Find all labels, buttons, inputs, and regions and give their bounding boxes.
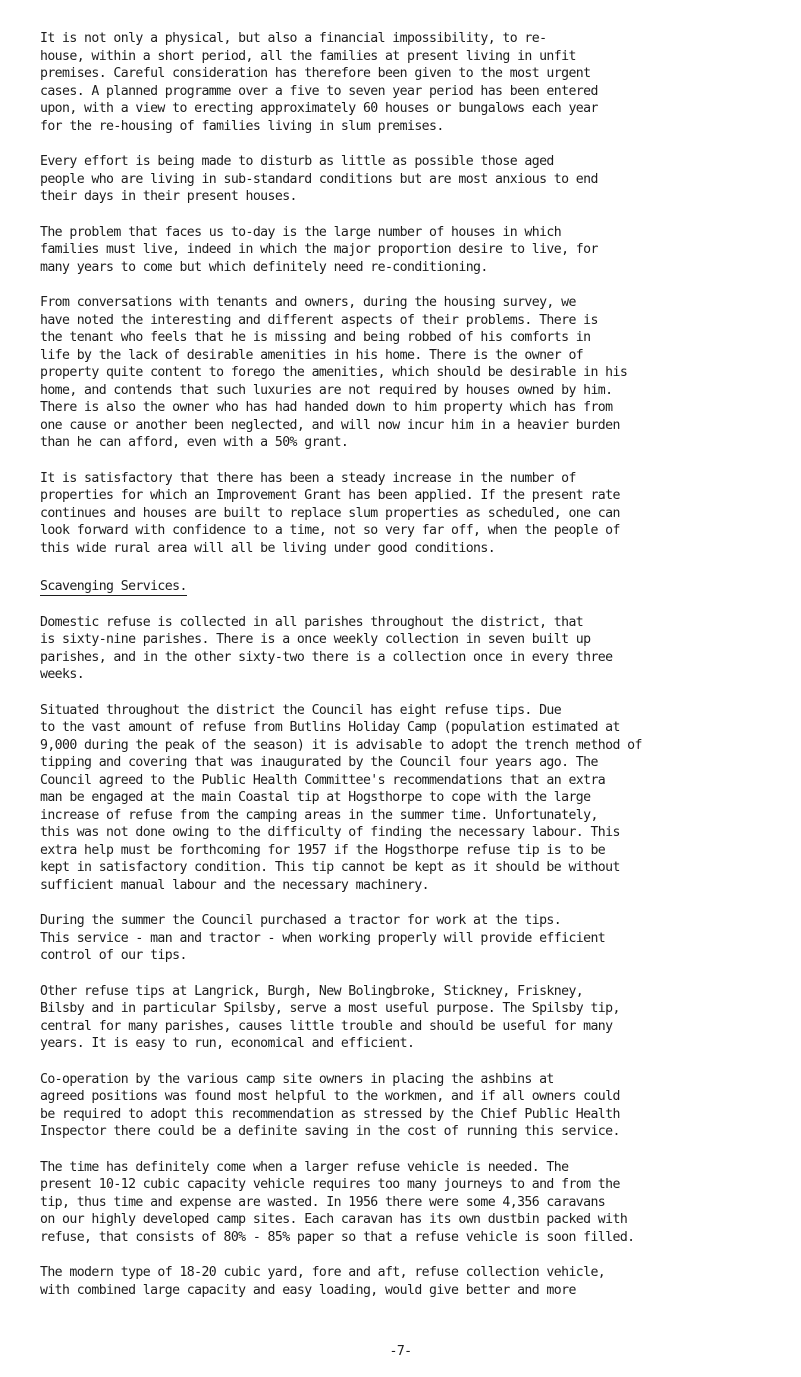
text-line: present 10-12 cubic capacity vehicle requires too many journeys to and from the [40, 1177, 620, 1192]
paragraph-rehousing [40, 30, 792, 135]
text-line: the tenant who feels that he is missing and being robbed of his comforts in [40, 330, 591, 345]
text-line: man be engaged at the main Coastal tip at Hogsthorpe to cope with the large [40, 790, 591, 805]
text-line: life by the lack of desirable amenities in his home. There is the owner of [40, 347, 584, 363]
paragraph-domestic-refuse [40, 614, 792, 684]
text-line: have noted the interesting and different aspects of their problems. There is [40, 312, 598, 328]
text-line: The time has definitely come when a larger refuse vehicle is needed. The [40, 1159, 569, 1175]
paragraph-larger-vehicle [40, 1159, 792, 1247]
text-line: look forward with confidence to a time, not so very far off, when the people of [40, 523, 620, 538]
paragraph-improvement-grants [40, 470, 792, 558]
text-line: sufficient manual labour and the necessary machinery. [40, 877, 429, 893]
text-line: central for many parishes, causes little trouble and should be useful for many [40, 1018, 613, 1034]
text-line: properties for which an Improvement Grant has been applied. If the present rate [40, 488, 620, 503]
paragraph-tenants-owners [40, 294, 792, 452]
text-line: premises. Careful consideration has therefore been given to the most urgent [40, 66, 591, 81]
text-line: on our highly developed camp sites. Each caravan has its own dustbin packed with [40, 1212, 628, 1227]
document-page [40, 30, 792, 1299]
text-line: families must live, indeed in which the major proportion desire to live, for [40, 242, 598, 257]
section-heading-scavenging [40, 578, 187, 596]
paragraph-refuse-tips [40, 702, 792, 895]
text-line: tipping and covering that was inaugurated by the Council four years ago. The [40, 755, 598, 770]
text-line: home, and contends that such luxuries are not required by houses owned by him. [40, 382, 613, 398]
text-line: extra help must be forthcoming for 1957 if the Hogsthorpe refuse tip is to be [40, 842, 606, 858]
text-line: cases. A planned programme over a five to seven year period has been entered [40, 83, 598, 99]
paragraph-modern-vehicle [40, 1264, 792, 1299]
text-line: Inspector there could be a definite saving in the cost of running this service. [40, 1124, 620, 1139]
text-line: Co-operation by the various camp site owners in placing the ashbins at [40, 1071, 554, 1087]
text-line: with combined large capacity and easy loading, would give better and more [40, 1282, 576, 1298]
text-line: continues and houses are built to replace slum properties as scheduled, one can [40, 505, 620, 521]
text-line: control of our tips. [40, 948, 187, 963]
paragraph-aged-people [40, 153, 792, 206]
text-line: 9,000 during the peak of the season) it is advisable to adopt the trench method of [40, 737, 642, 753]
text-line: this wide rural area will all be living under good conditions. [40, 540, 496, 556]
text-line: Every effort is being made to disturb as little as possible those aged [40, 154, 554, 169]
text-line: tip, thus time and expense are wasted. In 1956 there were some 4,356 caravans [40, 1194, 606, 1210]
text-line: many years to come but which definitely need re-conditioning. [40, 259, 488, 275]
text-line: It is not only a physical, but also a financial impossibility, to re- [40, 31, 547, 46]
text-line: During the summer the Council purchased a tractor for work at the tips. [40, 913, 562, 928]
text-line: It is satisfactory that there has been a steady increase in the number of [40, 470, 576, 486]
text-line: The problem that faces us to-day is the large number of houses in which [40, 224, 562, 240]
text-line: one cause or another been neglected, and will now incur him in a heavier burden [40, 417, 620, 433]
text-line: weeks. [40, 667, 85, 682]
text-line: There is also the owner who has had handed down to him property which has from [40, 400, 613, 415]
text-line: be required to adopt this recommendation as stressed by the Chief Public Health [40, 1106, 620, 1122]
text-line: than he can afford, even with a 50% grant. [40, 435, 349, 450]
text-line: house, within a short period, all the families at present living in unfit [40, 48, 576, 64]
text-line: Other refuse tips at Langrick, Burgh, New Bolingbroke, Stickney, Friskney, [40, 983, 584, 999]
text-line: agreed positions was found most helpful to the workmen, and if all owners could [40, 1089, 620, 1104]
text-line: is sixty-nine parishes. There is a once weekly collection in seven built up [40, 632, 591, 647]
text-line: for the re-housing of families living in slum premises. [40, 118, 444, 134]
paragraph-tractor [40, 912, 792, 965]
text-line: From conversations with tenants and owners, during the housing survey, we [40, 295, 576, 310]
section-heading: Scavenging Services. [40, 579, 187, 594]
text-line: Council agreed to the Public Health Committee's recommendations that an extra [40, 772, 606, 788]
text-line: to the vast amount of refuse from Butlins Holiday Camp (population estimated at [40, 720, 620, 735]
text-line: property quite content to forego the amenities, which should be desirable in his [40, 365, 628, 380]
paragraph-other-tips [40, 983, 792, 1053]
text-line: Bilsby and in particular Spilsby, serve a most useful purpose. The Spilsby tip, [40, 1001, 620, 1016]
text-line: increase of refuse from the camping areas in the summer time. Unfortunately, [40, 807, 598, 823]
text-line: refuse, that consists of 80% - 85% paper so that a refuse vehicle is soon filled. [40, 1229, 635, 1245]
page-number: -7- [389, 1344, 412, 1359]
text-line: Situated throughout the district the Council has eight refuse tips. Due [40, 702, 562, 718]
paragraph-reconditioning [40, 224, 792, 277]
text-line: upon, with a view to erecting approximately 60 houses or bungalows each year [40, 101, 598, 116]
paragraph-co-operation [40, 1071, 792, 1141]
text-line: The modern type of 18-20 cubic yard, fore and aft, refuse collection vehicle, [40, 1265, 606, 1280]
text-line: this was not done owing to the difficulty of finding the necessary labour. This [40, 825, 620, 840]
text-line: people who are living in sub-standard conditions but are most anxious to end [40, 171, 598, 187]
text-line: This service - man and tractor - when working properly will provide efficient [40, 930, 606, 946]
text-line: Domestic refuse is collected in all parishes throughout the district, that [40, 614, 584, 630]
text-line: kept in satisfactory condition. This tip cannot be kept as it should be without [40, 860, 620, 875]
text-line: their days in their present houses. [40, 189, 297, 204]
text-line: parishes, and in the other sixty-two there is a collection once in every three [40, 649, 613, 665]
text-line: years. It is easy to run, economical and efficient. [40, 1036, 415, 1051]
